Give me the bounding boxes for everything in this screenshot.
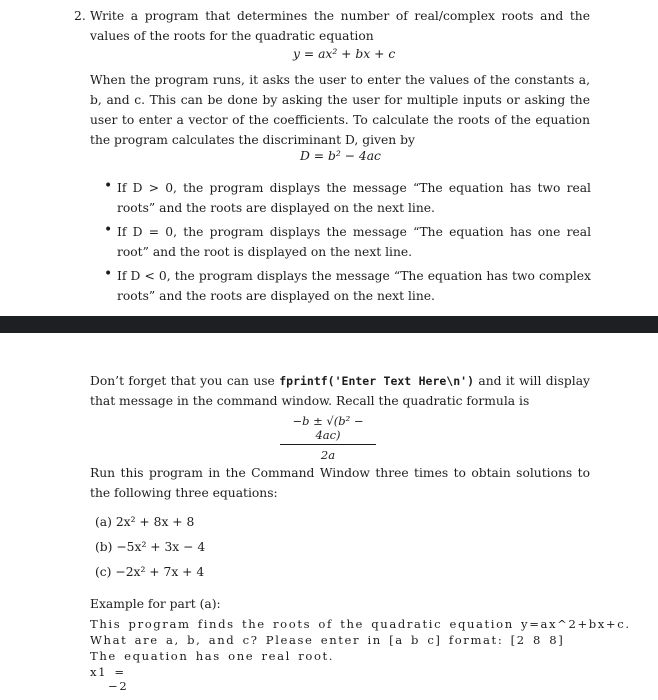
problem-intro: Write a program that determines the number of real/complex roots and the values of the roots for the quadratic equation xyxy=(90,9,590,43)
bullet-icon: • xyxy=(104,222,113,238)
formula-denominator: 2a xyxy=(320,448,336,462)
example-output-line: The equation has one real root. xyxy=(90,649,335,663)
example-output-line: x1 = xyxy=(90,665,126,679)
problem-number: 2. xyxy=(74,9,86,23)
example-output-line: This program finds the roots of the quadratic equation y=ax^2+bx+c. xyxy=(90,617,631,631)
quadratic-equation: y = ax² + bx + c xyxy=(293,47,396,61)
example-output-line: What are a, b, and c? Please enter in [a b c] format: [2 8 8] xyxy=(90,633,565,647)
bullet-icon: • xyxy=(104,178,113,194)
quadratic-formula xyxy=(280,414,376,462)
formula-numerator: −b ± √(b² − 4ac) xyxy=(280,414,376,445)
equation-item: (c) −2x² + 7x + 4 xyxy=(95,565,205,579)
discriminant-equation: D = b² − 4ac xyxy=(300,149,381,163)
hint-code: fprintf('Enter Text Here\n') xyxy=(279,374,474,388)
bullet-item: If D = 0, the program displays the message “The equation has one real root” and the root is displayed on the next line. xyxy=(117,225,591,259)
bullet-icon: • xyxy=(104,266,113,282)
example-label: Example for part (a): xyxy=(90,597,221,611)
bullet-item: If D < 0, the program displays the message “The equation has two complex roots” and the roots are displayed on the next line. xyxy=(117,269,591,303)
problem-description: When the program runs, it asks the user to enter the values of the constants a, b, and c. This can be done by asking the user for multiple inputs or asking the user to enter a vector of the coefficients. To calculate the roots of the equation the program calculates the discriminant D, given by xyxy=(90,73,590,147)
page-separator xyxy=(0,316,658,333)
bullet-item: If D > 0, the program displays the message “The equation has two real roots” and the roots are displayed on the next line. xyxy=(117,181,591,215)
example-output-line: −2 xyxy=(108,679,129,693)
run-instructions: Run this program in the Command Window three times to obtain solutions to the following three equations: xyxy=(90,466,590,500)
equation-item: (a) 2x² + 8x + 8 xyxy=(95,515,195,529)
equation-item: (b) −5x² + 3x − 4 xyxy=(95,540,206,554)
hint-text-before: Don’t forget that you can use xyxy=(90,374,275,388)
hint-text-after: and it will display that message in the command window. Recall the quadratic formula is xyxy=(90,374,590,408)
fprintf-hint xyxy=(90,371,590,411)
